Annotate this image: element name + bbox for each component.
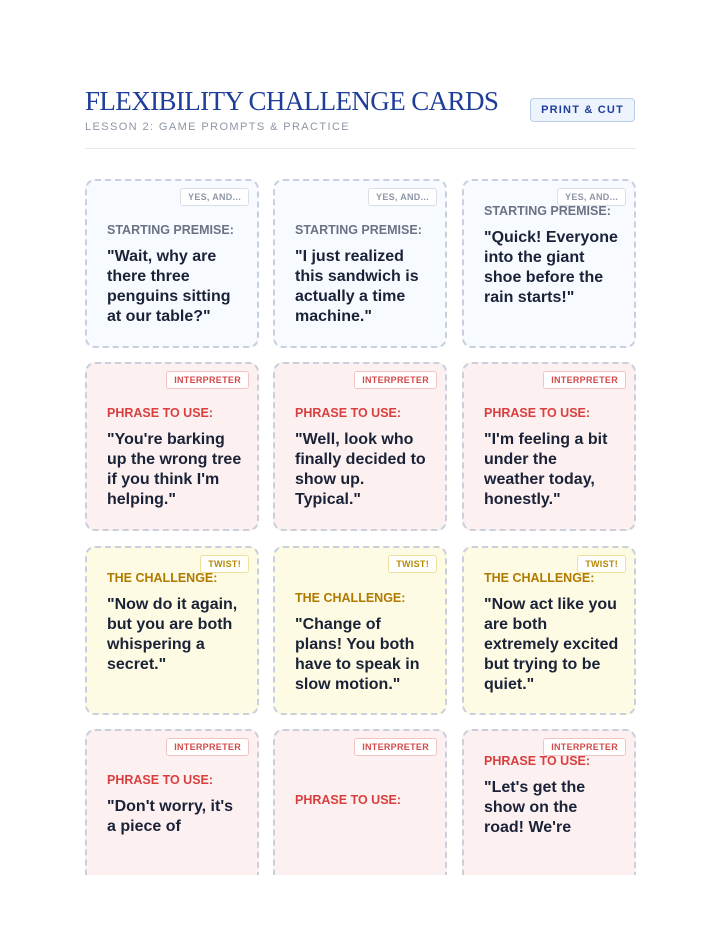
card-tag: INTERPRETER [354,738,437,756]
card-label: STARTING PREMISE: [484,204,611,218]
card-tag: INTERPRETER [166,371,249,389]
page-title: FLEXIBILITY CHALLENGE CARDS [85,86,499,116]
card-text: "Let's get the show on the road! We're [484,779,586,836]
card-tag: TWIST! [388,555,437,573]
card-premise-2 [273,179,447,348]
card-text: "I'm feeling a bit under the weather today, honestly." [484,431,608,508]
card-label: PHRASE TO USE: [295,406,402,420]
card-interpreter-5 [273,729,447,875]
card-interpreter-6 [462,729,636,875]
card-tag: INTERPRETER [354,371,437,389]
card-text: "Now do it again, but you are both whispering a secret." [107,596,238,673]
card-interpreter-2 [273,362,447,531]
header-divider [85,148,636,149]
card-text: "Quick! Everyone into the giant shoe before the rain starts!" [484,229,618,306]
card-tag: YES, AND... [557,188,626,206]
card-text: "Change of plans! You both have to speak in slow motion." [295,616,420,693]
card-tag: INTERPRETER [543,371,626,389]
card-label: PHRASE TO USE: [107,773,214,787]
card-label: STARTING PREMISE: [107,223,234,237]
card-tag: INTERPRETER [543,738,626,756]
card-label: PHRASE TO USE: [107,406,214,420]
card-twist-3 [462,546,636,715]
print-cut-button[interactable]: PRINT & CUT [530,98,635,122]
card-tag: INTERPRETER [166,738,249,756]
card-interpreter-1 [85,362,259,531]
card-twist-2 [273,546,447,715]
card-tag: YES, AND... [180,188,249,206]
card-text: "Now act like you are both extremely excited but trying to be quiet." [484,596,619,693]
card-label: STARTING PREMISE: [295,223,422,237]
card-label: PHRASE TO USE: [295,793,402,807]
card-grid [85,179,636,875]
card-tag: TWIST! [577,555,626,573]
card-interpreter-3 [462,362,636,531]
card-premise-1 [85,179,259,348]
card-tag: YES, AND... [368,188,437,206]
card-label: THE CHALLENGE: [107,571,218,585]
page-subtitle: LESSON 2: GAME PROMPTS & PRACTICE [85,121,351,133]
card-premise-3 [462,179,636,348]
card-tag: TWIST! [200,555,249,573]
card-text: "Don't worry, it's a piece of [107,798,234,835]
card-text: "Wait, why are there three penguins sitting at our table?" [107,248,231,325]
card-text: "I just realized this sandwich is actually a time machine." [295,248,419,325]
card-interpreter-4 [85,729,259,875]
card-label: THE CHALLENGE: [484,571,595,585]
card-label: PHRASE TO USE: [484,406,591,420]
card-text: "You're barking up the wrong tree if you think I'm helping." [107,431,242,508]
card-label: PHRASE TO USE: [484,754,591,768]
card-label: THE CHALLENGE: [295,591,406,605]
card-text: "Well, look who finally decided to show up. Typical." [295,431,426,508]
card-twist-1 [85,546,259,715]
header [85,84,636,134]
